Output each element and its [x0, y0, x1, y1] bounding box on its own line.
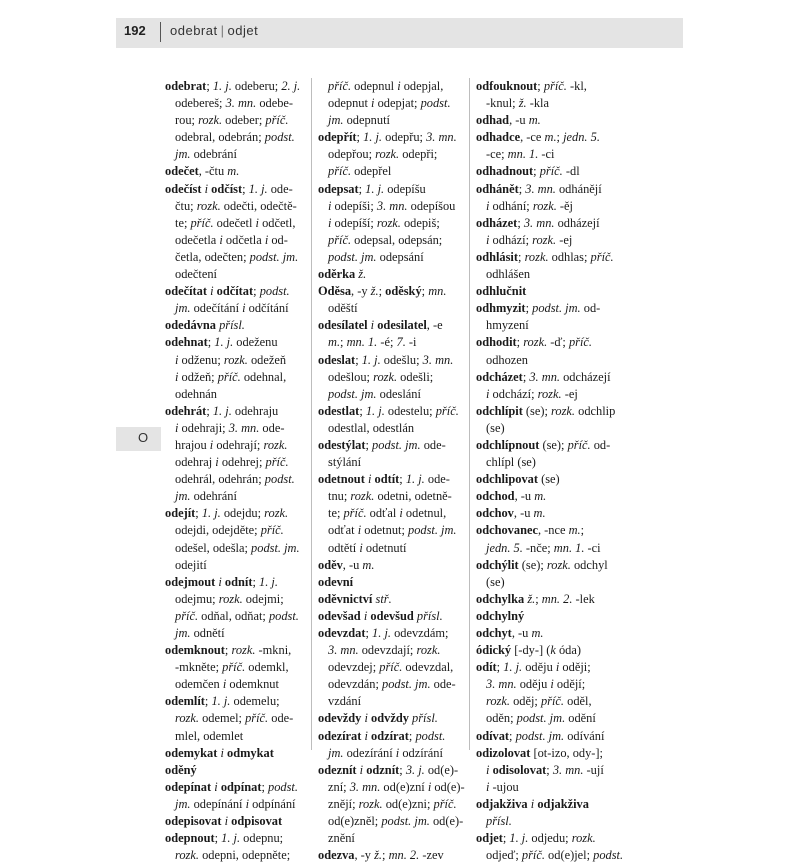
entry-headword-line: odezva, -y ž.; mn. 2. -zev: [318, 848, 444, 863]
entry-headword-line: odeznít i odznít; 3. j. od(e)-: [318, 762, 459, 777]
entry-continuation-line: odjeď; příč. od(e)jel; podst.: [486, 848, 624, 863]
entry-continuation-line: odejmu; rozk. odejmi;: [175, 591, 284, 606]
entry-headword-line: odečítat i odčítat; podst.: [165, 284, 290, 299]
entry-continuation-line: odečetla i odčetla i od-: [175, 232, 288, 247]
entry-continuation-line: m.; mn. 1. -é; 7. -i: [328, 335, 417, 350]
entry-headword-line: odevní: [318, 574, 354, 589]
entry-headword-line: odečíst i odčíst; 1. j. ode-: [165, 181, 293, 196]
entry-continuation-line: odemčen i odemknut: [175, 677, 279, 692]
entry-continuation-line: hmyzení: [486, 318, 529, 333]
entry-headword-line: odesílatel i odesilatel, -e: [318, 318, 443, 333]
entry-continuation-line: podst. jm. odeslání: [328, 386, 421, 401]
entry-continuation-line: i odhází; rozk. -ej: [486, 232, 573, 247]
entry-continuation-line: i odepíší; rozk. odepiš;: [328, 215, 440, 230]
entry-continuation-line: příč. odňal, odňat; podst.: [175, 608, 299, 623]
entry-continuation-line: odhlášen: [486, 267, 531, 282]
entry-headword-line: odehrát; 1. j. odehraju: [165, 403, 279, 418]
entry-headword-line: odchýlit (se); rozk. odchyl: [476, 557, 608, 572]
entry-continuation-line: hrajou i odehrají; rozk.: [175, 437, 288, 452]
entry-headword-line: oděný: [165, 762, 197, 777]
entry-headword-line: odjakživa i odjakživa: [476, 796, 589, 811]
entry-continuation-line: odehrál, odehrán; podst.: [175, 472, 295, 487]
dictionary-column-3: [476, 78, 624, 864]
entry-continuation-line: i odisolovat; 3. mn. -ují: [486, 762, 604, 777]
entry-continuation-line: od(e)zněl; podst. jm. od(e)-: [328, 814, 464, 829]
entry-headword-line: odemknout; rozk. -mkni,: [165, 643, 292, 658]
running-head-last-word: odjet: [227, 23, 259, 38]
entry-continuation-line: odepřou; rozk. odepři;: [328, 147, 438, 162]
entry-continuation-line: oděn; podst. jm. odění: [486, 711, 596, 726]
entry-continuation-line: odejdi, odejděte; příč.: [175, 523, 284, 538]
running-head: [170, 23, 258, 38]
entry-continuation-line: přísl.: [486, 814, 512, 829]
entry-headword-line: odizolovat [ot-izo, ody-];: [476, 745, 603, 760]
entry-continuation-line: jm. odehrání: [175, 489, 237, 504]
entry-headword-line: odhlásit; rozk. odhlas; příč.: [476, 249, 614, 264]
entry-headword-line: odepsat; 1. j. odepíšu: [318, 181, 426, 196]
header-separator: [160, 22, 161, 42]
entry-headword-line: odedávna přísl.: [165, 318, 245, 333]
page-number: 192: [124, 23, 146, 38]
entry-headword-line: odezírat i odzírat; podst.: [318, 728, 446, 743]
entry-continuation-line: odejití: [175, 557, 207, 572]
entry-continuation-line: odehraj i odehrej; příč.: [175, 455, 289, 470]
entry-continuation-line: i odehraji; 3. mn. ode-: [175, 420, 285, 435]
entry-headword-line: odejít; 1. j. odejdu; rozk.: [165, 506, 289, 521]
entry-continuation-line: jm. odebrání: [175, 147, 237, 162]
entry-continuation-line: zní; 3. mn. od(e)zní i od(e)-: [328, 779, 465, 794]
entry-headword-line: odestlat; 1. j. odestelu; příč.: [318, 403, 459, 418]
entry-headword-line: odhodit; rozk. -ď; příč.: [476, 335, 593, 350]
entry-headword-line: odemykat i odmykat: [165, 745, 274, 760]
entry-continuation-line: odestlal, odestlán: [328, 420, 415, 435]
entry-headword-line: odfouknout; příč. -kl,: [476, 79, 587, 93]
entry-headword-line: odepisovat i odpisovat: [165, 814, 283, 829]
entry-headword-line: odejmout i odnít; 1. j.: [165, 574, 278, 589]
entry-headword-line: odebrat; 1. j. odeberu; 2. j.: [165, 79, 301, 93]
entry-headword-line: odchlípit (se); rozk. odchlip: [476, 403, 616, 418]
entry-continuation-line: odťat i odetnut; podst. jm.: [328, 523, 457, 538]
entry-continuation-line: -ce; mn. 1. -ci: [486, 147, 555, 162]
entry-headword-line: odhánět; 3. mn. odhánějí: [476, 181, 602, 196]
entry-continuation-line: odhozen: [486, 352, 528, 367]
entry-continuation-line: rozk. oděj; příč. oděl,: [486, 694, 592, 709]
entry-continuation-line: podst. jm. odepsání: [328, 249, 424, 264]
entry-headword-line: odestýlat; podst. jm. ode-: [318, 437, 446, 452]
entry-headword-line: odevšad i odevšud přísl.: [318, 608, 443, 623]
entry-continuation-line: odešel, odešla; podst. jm.: [175, 540, 300, 555]
entry-continuation-line: chlípl (se): [486, 455, 536, 470]
entry-headword-line: odjet; 1. j. odjedu; rozk.: [476, 831, 596, 846]
entry-continuation-line: odtětí i odetnutí: [328, 540, 407, 555]
entry-continuation-line: 3. mn. odevzdají; rozk.: [328, 643, 441, 658]
entry-continuation-line: příč. odepnul i odepjal,: [328, 79, 444, 93]
column-rule: [469, 78, 470, 750]
entry-continuation-line: odebereš; 3. mn. odebe-: [175, 96, 294, 111]
entry-continuation-line: mlel, odemlet: [175, 728, 244, 743]
entry-continuation-line: jm. odepínání i odpínání: [175, 796, 296, 811]
running-head-divider: |: [220, 23, 225, 38]
dictionary-column-1: [165, 78, 307, 864]
entry-headword-line: odhadce, -ce m.; jedn. 5.: [476, 130, 600, 145]
dictionary-column-2: [318, 78, 466, 864]
entry-continuation-line: odevzdej; příč. odevzdal,: [328, 660, 454, 675]
entry-continuation-line: odevzdán; podst. jm. ode-: [328, 677, 456, 692]
entry-continuation-line: odečtení: [175, 267, 217, 282]
entry-continuation-line: čtu; rozk. odečti, odečtě-: [175, 198, 297, 213]
entry-headword-line: Oděsa, -y ž.; oděský; mn.: [318, 284, 447, 299]
running-head-first-word: odebrat: [170, 23, 218, 38]
entry-continuation-line: te; příč. odťal i odetnul,: [328, 506, 447, 521]
entry-headword-line: odevzdat; 1. j. odevzdám;: [318, 626, 449, 640]
entry-continuation-line: te; příč. odečetl i odčetl,: [175, 215, 296, 230]
entry-continuation-line: i odhání; rozk. -ěj: [486, 198, 573, 213]
entry-continuation-line: i odžeň; příč. odehnal,: [175, 369, 287, 384]
entry-continuation-line: -knul; ž. -kla: [486, 96, 549, 111]
entry-continuation-line: četla, odečten; podst. jm.: [175, 249, 299, 264]
entry-continuation-line: odepnut i odepjat; podst.: [328, 96, 451, 111]
entry-headword-line: odemlít; 1. j. odemelu;: [165, 694, 280, 709]
entry-headword-line: odchyt, -u m.: [476, 626, 544, 640]
entry-continuation-line: odehnán: [175, 386, 217, 401]
entry-headword-line: odehnat; 1. j. odeženu: [165, 335, 278, 350]
entry-continuation-line: znějí; rozk. od(e)zni; příč.: [328, 796, 457, 811]
entry-headword-line: odchovanec, -nce m.;: [476, 523, 585, 538]
entry-headword-line: odchlípnout (se); příč. od-: [476, 437, 611, 452]
entry-headword-line: ódický [-dy-] (k óda): [476, 643, 581, 658]
entry-headword-line: odchlipovat (se): [476, 472, 560, 487]
entry-continuation-line: odešlou; rozk. odešli;: [328, 369, 434, 384]
entry-continuation-line: jm. odezírání i odzírání: [328, 745, 443, 760]
entry-continuation-line: jm. odnětí: [175, 626, 225, 640]
entry-continuation-line: i odepíši; 3. mn. odepíšou: [328, 198, 456, 213]
entry-continuation-line: odebral, odebrán; podst.: [175, 130, 295, 145]
entry-continuation-line: rozk. odemel; příč. ode-: [175, 711, 294, 726]
entry-continuation-line: -mkněte; příč. odemkl,: [175, 660, 289, 675]
column-rule: [311, 78, 312, 750]
entry-headword-line: oděv, -u m.: [318, 557, 375, 572]
entry-continuation-line: oděští: [328, 301, 358, 316]
entry-headword-line: odevždy i odvždy přísl.: [318, 711, 438, 726]
entry-headword-line: odcházet; 3. mn. odcházejí: [476, 369, 611, 384]
entry-continuation-line: i -ujou: [486, 779, 519, 794]
entry-continuation-line: jedn. 5. -nče; mn. 1. -ci: [486, 540, 601, 555]
entry-headword-line: odhlučnit: [476, 284, 527, 299]
entry-headword-line: odchylný: [476, 608, 525, 623]
entry-continuation-line: jm. odečítání i odčítání: [175, 301, 289, 316]
entry-headword-line: odečet, -čtu m.: [165, 164, 240, 179]
entry-headword-line: odházet; 3. mn. odházejí: [476, 215, 600, 230]
entry-continuation-line: jm. odepnutí: [328, 113, 390, 128]
entry-headword-line: odhad, -u m.: [476, 113, 541, 128]
entry-headword-line: odívat; podst. jm. odívání: [476, 728, 605, 743]
entry-continuation-line: tnu; rozk. odetni, odetně-: [328, 489, 452, 504]
entry-continuation-line: rou; rozk. odeber; příč.: [175, 113, 289, 128]
entry-headword-line: odetnout i odtít; 1. j. ode-: [318, 472, 450, 487]
entry-headword-line: odchylka ž.; mn. 2. -lek: [476, 591, 595, 606]
entry-headword-line: oděrka ž.: [318, 267, 367, 282]
entry-headword-line: odhadnout; příč. -dl: [476, 164, 580, 179]
entry-continuation-line: (se): [486, 574, 505, 589]
entry-headword-line: odhmyzit; podst. jm. od-: [476, 301, 601, 316]
entry-continuation-line: příč. odepřel: [328, 164, 392, 179]
entry-headword-line: odepínat i odpínat; podst.: [165, 779, 298, 794]
entry-continuation-line: rozk. odepni, odepněte;: [175, 848, 291, 863]
entry-headword-line: odít; 1. j. oděju i oději;: [476, 660, 591, 675]
entry-headword-line: odchod, -u m.: [476, 489, 547, 504]
entry-continuation-line: i odchází; rozk. -ej: [486, 386, 578, 401]
entry-headword-line: odchov, -u m.: [476, 506, 546, 521]
entry-continuation-line: příč. odepsal, odepsán;: [328, 232, 443, 247]
entry-continuation-line: znění: [328, 831, 355, 846]
entry-headword-line: odepnout; 1. j. odepnu;: [165, 831, 284, 846]
entry-headword-line: odepřít; 1. j. odepřu; 3. mn.: [318, 130, 457, 145]
letter-tab-label: O: [138, 430, 149, 445]
entry-continuation-line: i odženu; rozk. odežeň: [175, 352, 287, 367]
entry-continuation-line: vzdání: [328, 694, 362, 709]
letter-thumb-tab: [116, 427, 161, 451]
entry-continuation-line: (se): [486, 420, 505, 435]
entry-headword-line: oděvnictví stř.: [318, 591, 392, 606]
entry-headword-line: odeslat; 1. j. odešlu; 3. mn.: [318, 352, 454, 367]
entry-continuation-line: 3. mn. oděju i odějí;: [486, 677, 586, 692]
entry-continuation-line: stýlání: [328, 455, 362, 470]
